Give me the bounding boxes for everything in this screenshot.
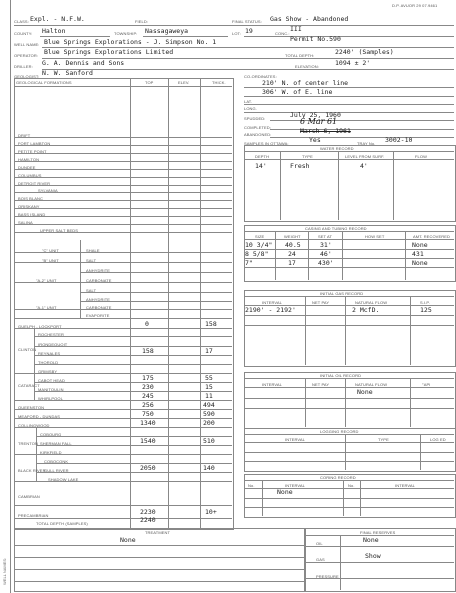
sherman-thick: 510 [203, 437, 215, 445]
formation-petite-point: PETITE POINT [18, 149, 47, 154]
casing-row1-amt: None [412, 241, 428, 249]
final-status-label: FINAL STATUS: [232, 19, 262, 24]
formation-salina: SALINA [18, 220, 33, 225]
treatment-value: None [120, 536, 136, 544]
casing-row3-amt: None [412, 259, 428, 267]
coring-title: CORING RECORD [320, 475, 356, 480]
coring-value: None [277, 488, 293, 496]
unit-anhydrite: ANHYDRITE [86, 268, 111, 273]
coring-no-header: No. [248, 483, 255, 488]
formation-queenston: QUEENSTON [18, 405, 45, 410]
coring-interval2-header: INTERVAL [395, 483, 415, 488]
reserves-pressure-label: PRESSURE [316, 574, 339, 579]
formation-precambrian: PRECAMBRIAN [18, 513, 49, 518]
reserves-gas-label: GAS [316, 557, 325, 562]
unit-a2: "A-2" UNIT [36, 278, 57, 283]
permit-value: Permit No.590 [290, 35, 341, 43]
gas-interval: 2190' - 2192' [245, 306, 296, 314]
abandoned-label: ABANDONED: [244, 132, 272, 137]
meaford-top: 750 [142, 410, 154, 418]
formation-shadow-lake: SHADOW LAKE [48, 477, 79, 482]
elevation-label: ELEVATION: [295, 64, 319, 69]
formations-col-header: GEOLOGICAL FORMATIONS [16, 80, 72, 85]
unit-anhydrite-2: ANHYDRITE [86, 297, 111, 302]
meaford-thick: 590 [203, 410, 215, 418]
gull-top: 2050 [140, 464, 156, 472]
casing-row2-weight: 24 [288, 250, 296, 258]
gas-sip: 125 [420, 306, 432, 314]
gas-net-pay-header: NET PAY [312, 300, 330, 305]
unit-carbonate: CARBONATE [86, 278, 112, 283]
thick-col-header: THICK. [212, 80, 226, 85]
reserves-box [304, 528, 456, 592]
casing-row1-size: 10 3/4" [245, 241, 273, 249]
oil-title: INITIAL OIL RECORD [320, 373, 362, 378]
collingwood-top: 1340 [140, 419, 156, 427]
casing-row1-weight: 40.5 [285, 241, 301, 249]
operator-value: Blue Springs Explorations Limited [44, 48, 174, 56]
casing-title: CASING AND TUBING RECORD [305, 226, 367, 231]
total-depth-samples-value: 2240 [140, 516, 156, 524]
lot-label: LOT: [232, 31, 241, 36]
field-label: FIELD: [135, 19, 149, 24]
gas-interval-header: INTERVAL [262, 300, 282, 305]
coring-interval-header: INTERVAL [285, 483, 305, 488]
formation-manitoulin: MANITOULIN [38, 387, 64, 392]
formation-oriskany: ORISKANY [18, 204, 40, 209]
formation-thorold: THOROLD [38, 360, 59, 365]
spudded-label: SPUDDED: [244, 116, 266, 121]
formation-cobourg: COBOURG [40, 432, 62, 437]
geologist-value: N. W. Sanford [42, 69, 93, 77]
logging-title: LOGGING RECORD [320, 429, 359, 434]
logging-type-header: TYPE [378, 437, 389, 442]
unit-b: "B" UNIT [42, 258, 59, 263]
formation-upper-salt-beds: UPPER SALT BEDS [40, 228, 79, 233]
water-depth-header: DEPTH [255, 154, 270, 159]
gas-flow-header: NATURAL FLOW [355, 300, 388, 305]
unit-a1: "A-1" UNIT [36, 305, 57, 310]
formation-whirlpool: WHIRLPOOL [38, 396, 63, 401]
coordinates-line2: 306' W. of E. line [262, 88, 333, 96]
precambrian-thick: 10+ [205, 508, 217, 516]
oil-net-pay-header: NET PAY [312, 382, 330, 387]
formation-clinton: CLINTON [18, 347, 37, 352]
logging-log-header: LOG ED [430, 437, 446, 442]
oil-flow: None [357, 388, 373, 396]
formation-detroit-river: DETROIT RIVER [18, 181, 51, 186]
formation-guelph: GUELPH - LOCKPORT [18, 324, 62, 329]
formation-cataract: CATARACT [18, 383, 40, 388]
gas-title: INITIAL GAS RECORD [320, 291, 364, 296]
unit-shale: SHALE [86, 248, 100, 253]
class-label: CLASS: [14, 19, 29, 24]
oil-api-header: °API [422, 382, 431, 387]
left-margin [0, 0, 12, 593]
sherman-top: 1540 [140, 437, 156, 445]
casing-row2-set: 46' [320, 250, 332, 258]
conc-label: CONC.: [275, 31, 290, 36]
whirlpool-thick: 11 [205, 392, 213, 400]
precambrian-top: 2230 [140, 508, 156, 516]
formation-cabot-head: CABOT HEAD [38, 378, 65, 383]
formation-cambrian: CAMBRIAN [18, 494, 40, 499]
samples-value: Yes [309, 136, 321, 144]
reserves-title: FINAL RESERVES [360, 530, 396, 535]
lat-label: LAT. [244, 99, 253, 104]
unit-c: "C" UNIT [42, 248, 59, 253]
whirlpool-top: 245 [142, 392, 154, 400]
elev-col-header: ELEV. [178, 80, 190, 85]
reynales-top: 158 [142, 347, 154, 355]
operator-label: OPERATOR: [14, 53, 39, 58]
casing-row1-set: 31' [320, 241, 332, 249]
manitoulin-top: 230 [142, 383, 154, 391]
guelph-top: 0 [145, 320, 149, 328]
lot-value: 19 [245, 27, 253, 35]
formation-bass-island: BASS ISLAND [18, 212, 46, 217]
unit-salt-2: SALT [86, 288, 97, 293]
formation-sylvania: SYLVANIA [38, 188, 58, 193]
form-code: D.P. AVUOR 29 07.9461 [392, 3, 438, 8]
treatment-title: TREATMENT [145, 530, 171, 535]
top-col-header: TOP [145, 80, 154, 85]
class-value: Expl. - N.F.W. [30, 15, 85, 23]
formation-bois-blanc: BOIS BLANC [18, 196, 44, 201]
unit-evaporite: EVAPORITE [86, 313, 110, 318]
casing-row2-amt: 431 [412, 250, 424, 258]
oil-interval-header: INTERVAL [262, 382, 282, 387]
formation-black-river: BLACK RIVER [18, 468, 46, 473]
elevation-value: 1094 ± 2' [335, 59, 371, 67]
collingwood-thick: 200 [203, 419, 215, 427]
formation-kirkfield: KIRKFIELD [40, 450, 62, 455]
water-title: WATER RECORD [320, 146, 354, 151]
casing-row2-size: 8 5/8" [245, 250, 269, 258]
reserves-gas-value: Show [365, 552, 381, 560]
reserves-oil-label: OIL [316, 541, 323, 546]
sidebar-well-names-label: WELL NAMES: [2, 557, 7, 585]
water-flow-header: FLOW [415, 154, 427, 159]
formation-gull-river: GULL RIVER [44, 468, 69, 473]
formation-sherman-fall: SHERMAN FALL [40, 441, 72, 446]
formation-coboconk: COBOCONK [44, 459, 69, 464]
formation-grimsby: GRIMSBY [38, 369, 58, 374]
water-type-header: TYPE [302, 154, 313, 159]
completed-value: 6 Mar 61 [300, 117, 338, 126]
water-level-header: LEVEL FROM SURF. [345, 154, 385, 159]
oil-record-box [244, 372, 456, 429]
casing-how-set-header: HOW SET [365, 234, 385, 239]
total-depth-value: 2240' (Samples) [335, 48, 394, 56]
driller-label: DRILLER: [14, 64, 33, 69]
cabot-top: 175 [142, 374, 154, 382]
gas-flow: 2 McfD. [352, 306, 380, 314]
casing-row3-size: 7" [245, 259, 253, 267]
oil-flow-header: NATURAL FLOW [355, 382, 388, 387]
queenston-top: 256 [142, 401, 154, 409]
casing-size-header: SIZE [255, 234, 265, 239]
formation-dundee: DUNDEE [18, 165, 36, 170]
water-depth: 14' [255, 162, 267, 170]
casing-weight-header: WEIGHT [284, 234, 301, 239]
tray-value: 3002-10 [385, 136, 413, 144]
gas-sip-header: S.I.P. [420, 300, 430, 305]
coordinates-label: CO-ORDINATES: [244, 74, 277, 79]
cabot-thick: 55 [205, 374, 213, 382]
well-name-value: Blue Springs Explorations - J. Simpson No. 1 [44, 38, 217, 46]
conc-value: III [290, 25, 302, 33]
formation-meaford: MEAFORD - DUNDAS [18, 414, 61, 419]
completed-label: COMPLETED: [244, 125, 272, 130]
samples-label: SAMPLES IN OTTAWA: [244, 141, 289, 146]
formation-rochester: ROCHESTER [38, 332, 65, 337]
water-type: Fresh [290, 162, 310, 170]
formation-trenton: TRENTON [18, 441, 38, 446]
formation-reynales: REYNALES [38, 351, 61, 356]
county-value: Halton [42, 27, 66, 35]
coordinates-line1: 210' N. of center line [262, 79, 349, 87]
formation-irondequoit: IRONDEQUOIT [38, 342, 68, 347]
guelph-thick: 158 [205, 320, 217, 328]
coring-no2-header: No. [348, 483, 355, 488]
formation-collingwood: COLLINGWOOD [18, 423, 50, 428]
casing-amt-header: AMT. RECOVERED [413, 234, 450, 239]
water-level: 4' [360, 162, 368, 170]
formation-fort-lambton: FORT LAMBTON [18, 141, 51, 146]
queenston-thick: 494 [203, 401, 215, 409]
abandoned-value: March 6, 1961 [300, 127, 351, 135]
formation-columbus: COLUMBUS [18, 173, 42, 178]
total-depth-label: TOTAL DEPTH: [285, 53, 315, 58]
manitoulin-thick: 15 [205, 383, 213, 391]
long-label: LONG. [244, 106, 257, 111]
casing-set-at-header: SET AT [318, 234, 333, 239]
township-label: TOWNSHIP: [114, 31, 138, 36]
tray-label: TRAY No. [357, 141, 376, 146]
casing-row3-set: 430' [318, 259, 334, 267]
gull-thick: 140 [203, 464, 215, 472]
treatment-box [14, 528, 306, 592]
casing-row3-weight: 17 [288, 259, 296, 267]
township-value: Nassagaweya [145, 27, 189, 35]
reynales-thick: 17 [205, 347, 213, 355]
well-name-label: WELL NAME: [14, 42, 40, 47]
formation-drift: DRIFT [18, 133, 31, 138]
spudded-value: July 25, 1960 [290, 111, 341, 119]
total-depth-samples-label: TOTAL DEPTH (SAMPLES) [36, 521, 88, 526]
formation-hamilton: HAMILTON [18, 157, 40, 162]
final-status-value: Gas Show - Abandoned [270, 15, 349, 23]
driller-value: G. A. Dennis and Sons [42, 59, 125, 67]
county-label: COUNTY: [14, 31, 33, 36]
unit-carbonate-2: CARBONATE [86, 305, 112, 310]
unit-salt: SALT [86, 258, 97, 263]
reserves-oil-value: None [363, 536, 379, 544]
logging-interval-header: INTERVAL [285, 437, 305, 442]
geologist-label: GEOLOGIST: [14, 74, 40, 79]
